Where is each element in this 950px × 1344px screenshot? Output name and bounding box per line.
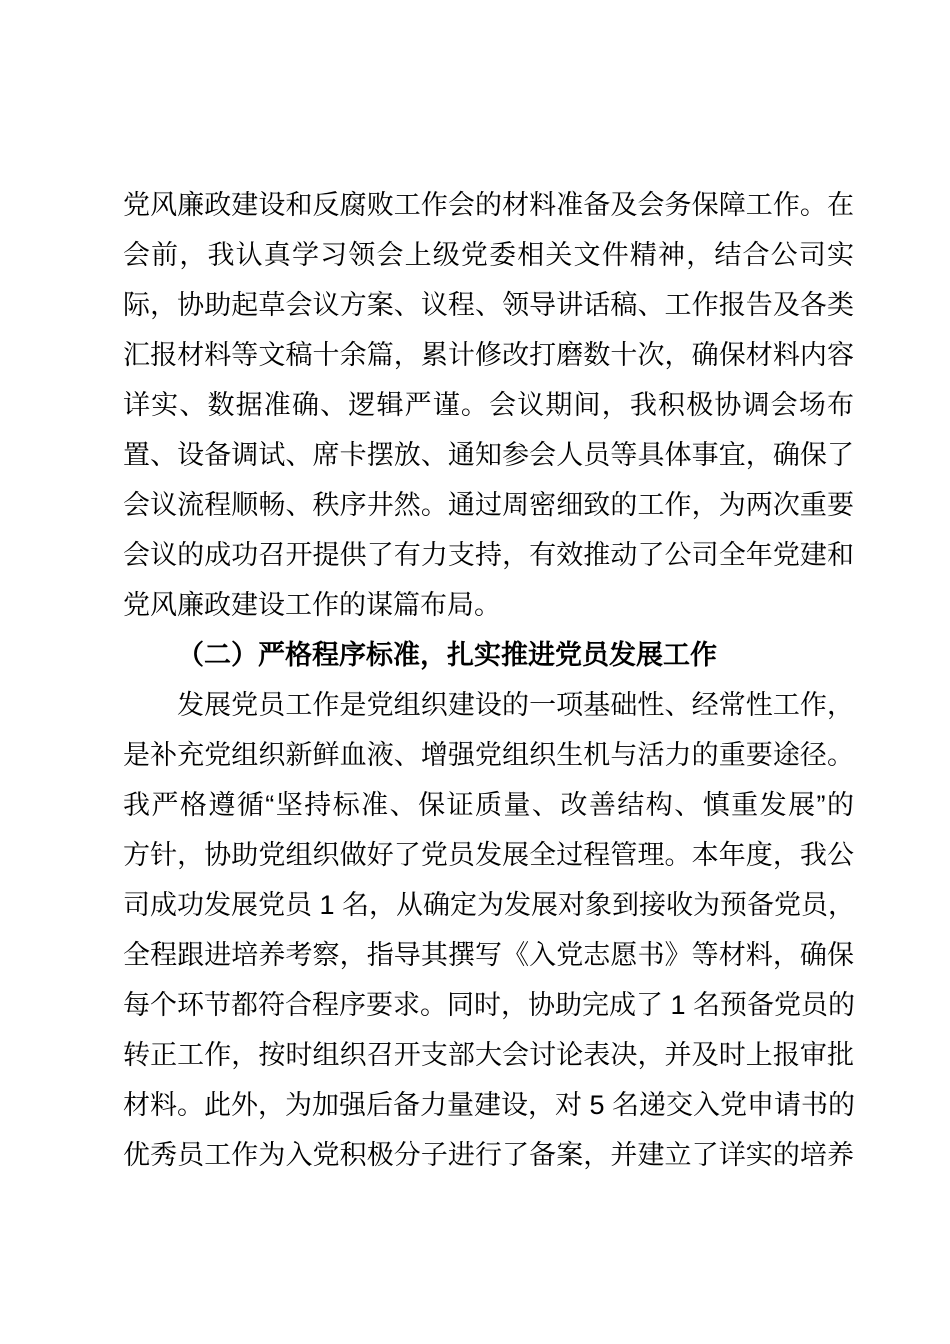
text-line: 际，协助起草会议方案、议程、领导讲话稿、工作报告及各类 [123,290,854,320]
body-paragraph [123,680,854,1180]
text-line: 发展党员工作是党组织建设的一项基础性、经常性工作， [177,690,854,720]
text-line: 转正工作，按时组织召开支部大会讨论表决，并及时上报审批 [123,1040,854,1070]
text-line: 材料。此外，为加强后备力量建设，对 5 名递交入党申请书的 [123,1090,856,1120]
text-line: 党风廉政建设和反腐败工作会的材料准备及会务保障工作。在 [123,190,854,220]
text-line: 全程跟进培养考察，指导其撰写《入党志愿书》等材料，确保 [123,940,854,970]
text-line: 会议的成功召开提供了有力支持，有效推动了公司全年党建和 [123,540,854,570]
text-line: 每个环节都符合程序要求。同时，协助完成了 1 名预备党员的 [123,990,856,1020]
continuation-paragraph [123,180,854,630]
text-line: 会前，我认真学习领会上级党委相关文件精神，结合公司实 [123,240,854,270]
section-heading: （二）严格程序标准，扎实推进党员发展工作 [177,640,717,670]
text-line: 我严格遵循“坚持标准、保证质量、改善结构、慎重发展”的 [123,790,854,820]
text-line: 司成功发展党员 1 名，从确定为发展对象到接收为预备党员， [123,890,856,920]
text-line: 党风廉政建设工作的谋篇布局。 [123,590,501,620]
text-line: 会议流程顺畅、秩序井然。通过周密细致的工作，为两次重要 [123,490,854,520]
text-line: 汇报材料等文稿十余篇，累计修改打磨数十次，确保材料内容 [123,340,854,370]
text-line: 方针，协助党组织做好了党员发展全过程管理。本年度，我公 [123,840,854,870]
text-line: 详实、数据准确、逻辑严谨。会议期间，我积极协调会场布 [123,390,854,420]
document-body [123,180,854,1180]
text-line: 置、设备调试、席卡摆放、通知参会人员等具体事宜，确保了 [123,440,854,470]
text-line: 优秀员工作为入党积极分子进行了备案，并建立了详实的培养 [123,1140,854,1170]
text-line: 是补充党组织新鲜血液、增强党组织生机与活力的重要途径。 [123,740,854,770]
